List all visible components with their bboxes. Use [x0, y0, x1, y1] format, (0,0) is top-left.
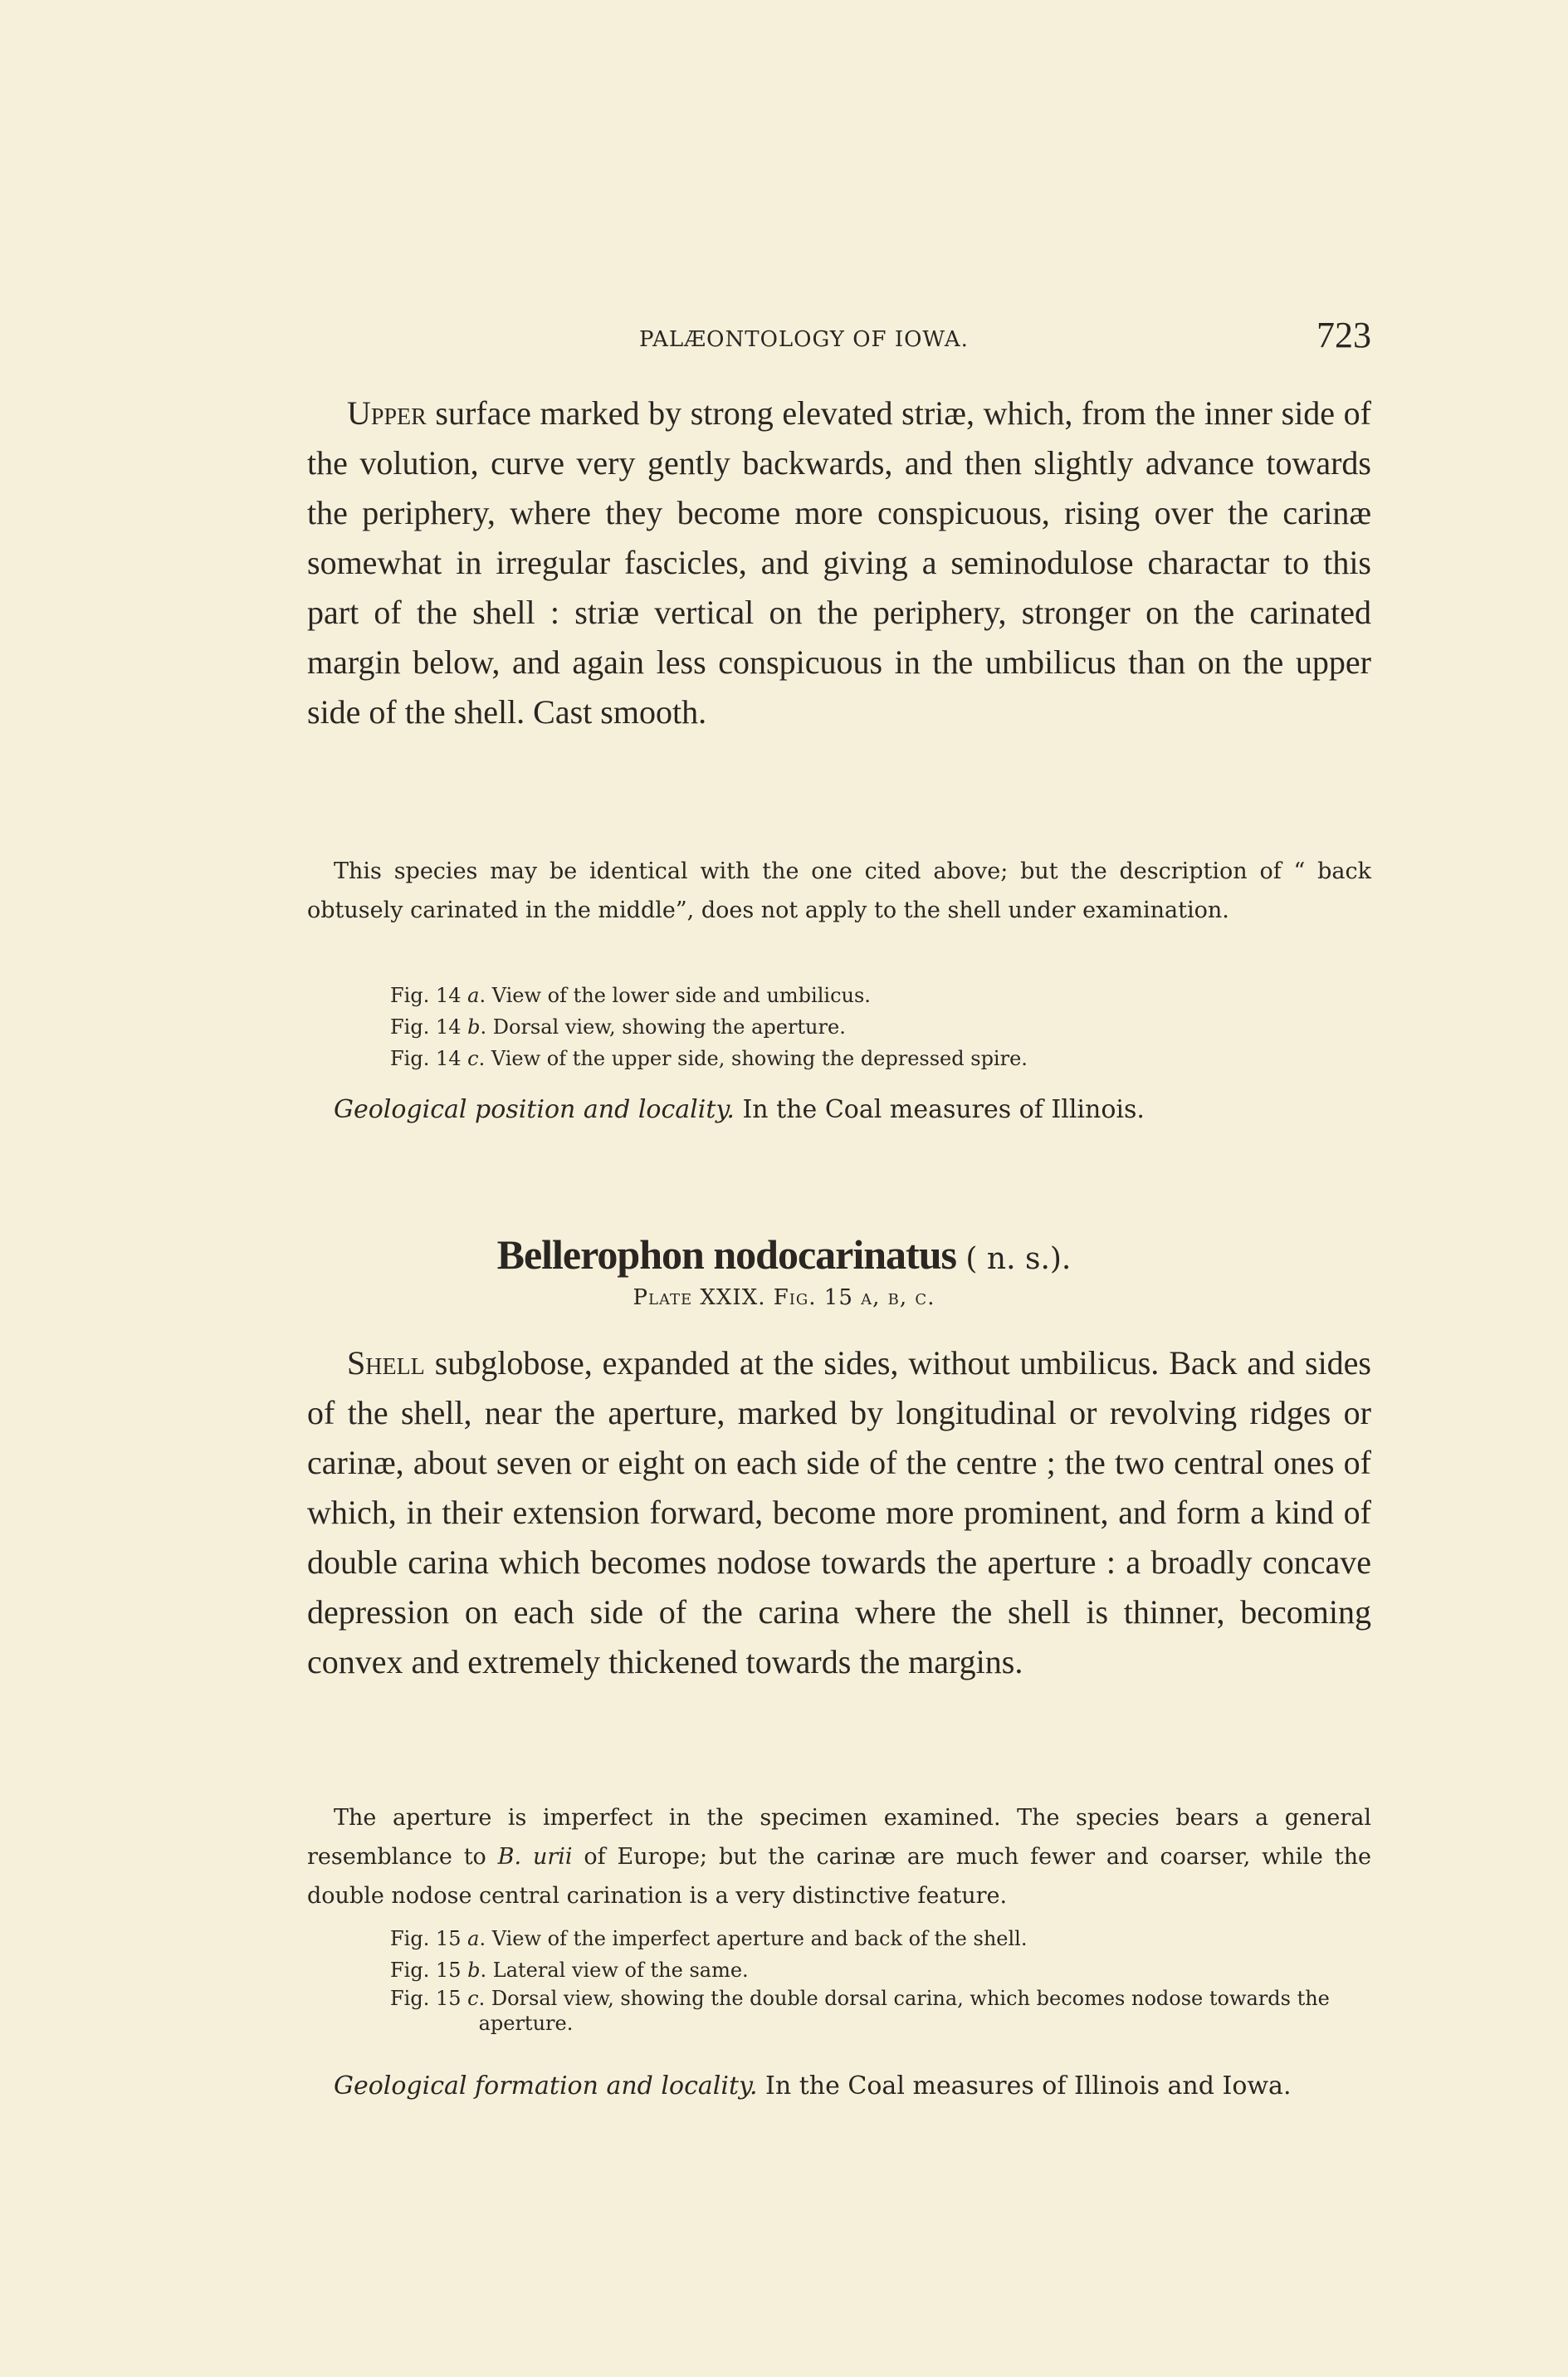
- figure-caption: [307, 1954, 1371, 1986]
- species-ref: B. urii: [497, 1844, 573, 1870]
- note-paragraph-1: [307, 852, 1371, 930]
- species-suffix: ( n. s.).: [955, 1242, 1072, 1276]
- description-paragraph-2: [307, 1338, 1371, 1687]
- note-text: of Europe; but the carinæ are much fewer and coarser, while the double nodose central carination is a very distinctive feature.: [307, 1844, 1371, 1909]
- geo-text: In the Coal measures of Illinois.: [734, 1095, 1145, 1124]
- fig-letter: a: [467, 1927, 480, 1950]
- fig-text: . View of the imperfect aperture and back of the shell.: [479, 1927, 1028, 1950]
- geological-locality-2: [307, 2066, 1371, 2107]
- species-name: Bellerophon nodocarinatus: [496, 1231, 956, 1278]
- paragraph-text: surface marked by strong elevated striæ, which, from the inner side of the volution, curve very gently backwards, and then slightly advance towards the periphery, where they become more conspicuous, rising over the carinæ somewhat in irregular fascicles, and giving a seminodulose charactar to this part of the shell : striæ vertical on the periphery, stronger on the carinated margin below, and again less conspicuous in the umbilicus than on the upper side of the shell. Cast smooth.: [307, 394, 1371, 731]
- paragraph-text: subglobose, expanded at the sides, without umbilicus. Back and sides of the shell, near the aperture, marked by longitudinal or revolving ridges or carinæ, about seven or eight on each side of the centre ; the two central ones of which, in their extension forward, become more prominent, and form a kind of double carina which becomes nodose towards the aperture : a broadly concave depression on each side of the carina where the shell is thinner, becoming convex and extremely thickened towards the margins.: [307, 1344, 1371, 1680]
- fig-letter: b: [467, 1015, 481, 1039]
- figure-caption: [307, 1986, 1371, 2036]
- note-paragraph-2: [307, 1798, 1371, 1915]
- fig-text: . View of the upper side, showing the depressed spire.: [478, 1047, 1028, 1070]
- figure-caption: [307, 980, 1371, 1011]
- note-text: This species may be identical with the one cited above; but the description of “ back obtusely carinated in the middle”, does not apply to the shell under examination.: [307, 858, 1371, 923]
- note-text: The aperture is imperfect in the specimen examined. The species bears a general resemblance to: [307, 1805, 1371, 1870]
- fig-text: . Lateral view of the same.: [480, 1959, 749, 1982]
- species-title: [0, 1230, 1568, 1279]
- fig-label: Fig. 14: [390, 984, 468, 1007]
- fig-text: . View of the lower side and umbilicus.: [479, 984, 871, 1007]
- lead-word: Shell: [347, 1344, 425, 1382]
- fig-letter: c: [467, 1047, 479, 1070]
- fig-label: Fig. 14: [390, 1015, 468, 1039]
- geo-label: Geological formation and locality.: [334, 2071, 758, 2101]
- figure-captions-15: [307, 1923, 1371, 2036]
- fig-label: Fig. 15: [390, 1959, 468, 1982]
- fig-label: Fig. 14: [390, 1047, 468, 1070]
- fig-text: . Dorsal view, showing the double dorsal carina, which becomes nodose towards the aperture.: [478, 1987, 1330, 2035]
- geo-label: Geological position and locality.: [334, 1095, 735, 1124]
- geological-locality-1: [307, 1089, 1371, 1131]
- fig-letter: c: [467, 1987, 479, 2010]
- fig-label: Fig. 15: [390, 1927, 468, 1950]
- fig-letter: a: [467, 984, 480, 1007]
- geo-text: In the Coal measures of Illinois and Iowa.: [757, 2071, 1292, 2101]
- figure-caption: [307, 1043, 1371, 1074]
- fig-label: Fig. 15: [390, 1987, 468, 2010]
- figure-caption: [307, 1923, 1371, 1954]
- running-title: PALÆONTOLOGY OF IOWA.: [639, 327, 969, 352]
- running-header: [307, 314, 1371, 355]
- lead-word: Upper: [347, 394, 427, 432]
- fig-letter: b: [467, 1959, 481, 1982]
- fig-text: . Dorsal view, showing the aperture.: [480, 1015, 846, 1039]
- figure-caption: [307, 1011, 1371, 1043]
- page-number: 723: [1316, 315, 1371, 355]
- description-paragraph-1: [307, 389, 1371, 737]
- figure-captions-14: [307, 980, 1371, 1074]
- plate-reference: Plate XXIX. Fig. 15 a, b, c.: [633, 1285, 935, 1310]
